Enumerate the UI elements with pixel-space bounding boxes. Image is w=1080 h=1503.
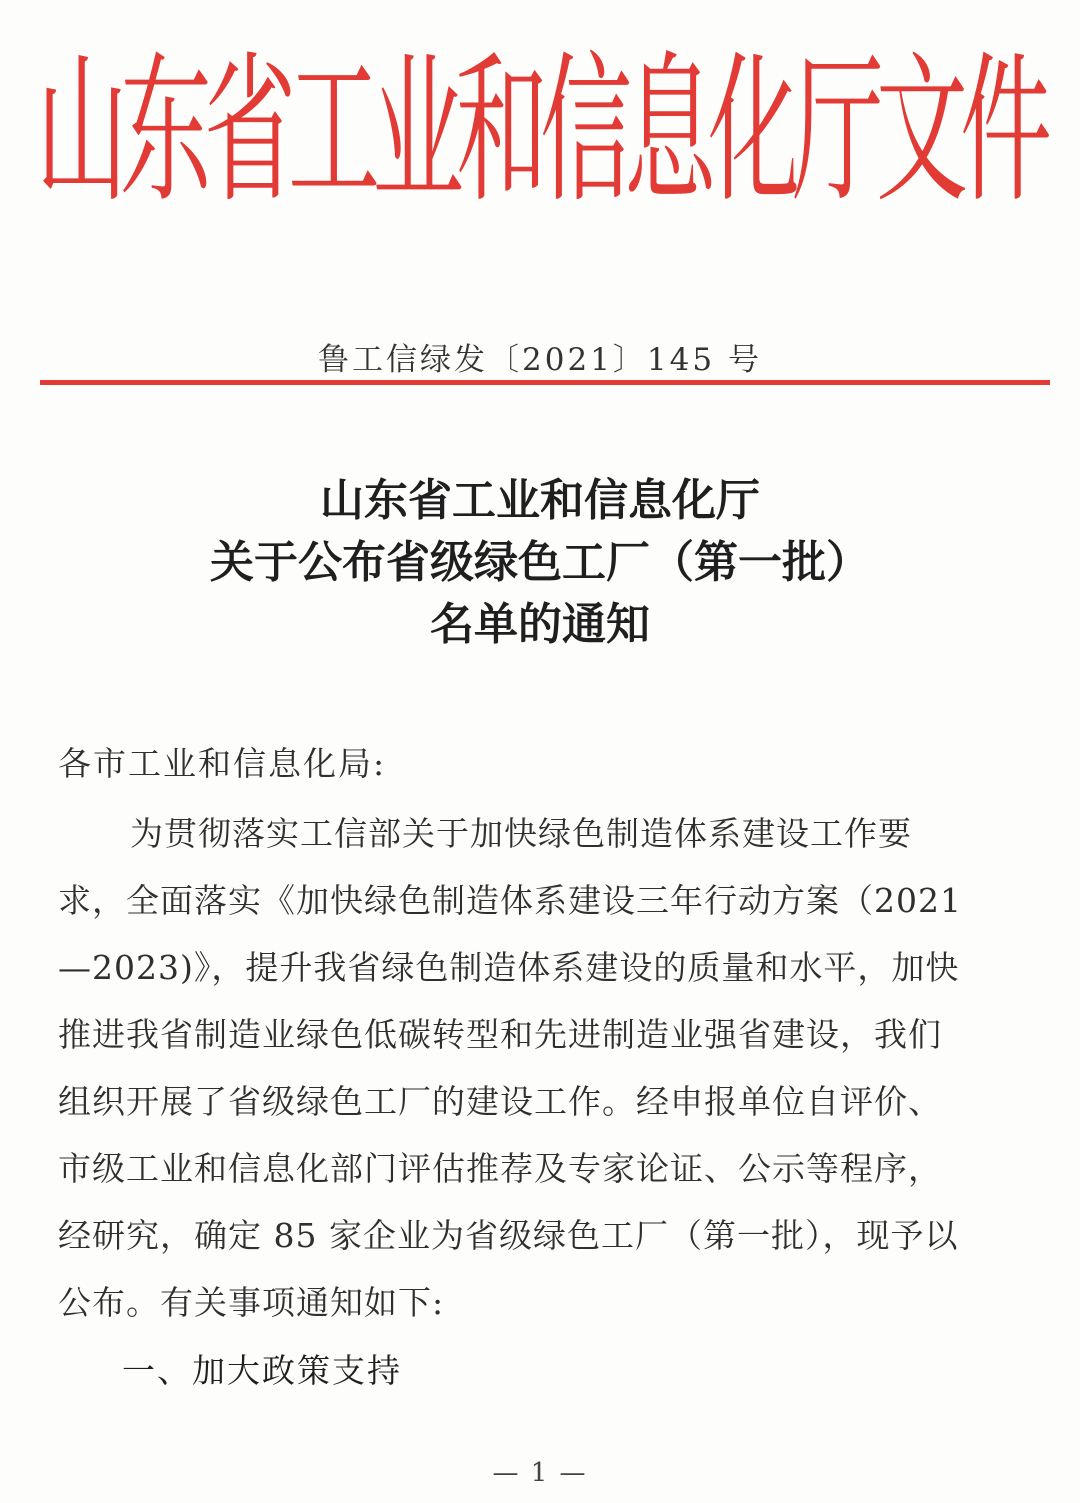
body-line-6: 市级工业和信息化部门评估推荐及专家论证、公示等程序， bbox=[58, 1149, 942, 1188]
body-line-5: 组织开展了省级绿色工厂的建设工作。经申报单位自评价、 bbox=[58, 1082, 942, 1121]
section-heading: 一、加大政策支持 bbox=[122, 1351, 402, 1390]
body-line-8: 公布。有关事项通知如下: bbox=[58, 1283, 445, 1322]
body-line-2: 求，全面落实《加快绿色制造体系建设三年行动方案（2021 bbox=[58, 881, 962, 920]
notice-title bbox=[0, 470, 1080, 656]
title-line-3: 名单的通知 bbox=[430, 599, 650, 650]
title-line-1: 山东省工业和信息化厅 bbox=[320, 475, 760, 526]
body-line-7: 经研究，确定 85 家企业为省级绿色工厂（第一批），现予以 bbox=[58, 1216, 959, 1255]
body-line-4: 推进我省制造业绿色低碳转型和先进制造业强省建设，我们 bbox=[58, 1015, 942, 1054]
title-line-2: 关于公布省级绿色工厂（第一批） bbox=[210, 537, 870, 588]
body-line-1: 为贯彻落实工信部关于加快绿色制造体系建设工作要 bbox=[130, 814, 912, 853]
document-number: 鲁工信绿发〔2021〕145 号 bbox=[318, 342, 762, 378]
red-divider-line bbox=[40, 380, 1050, 385]
page-number: — 1 — bbox=[492, 1458, 588, 1488]
body-line-3: —2023)》，提升我省绿色制造体系建设的质量和水平，加快 bbox=[58, 948, 960, 987]
red-header-title: 山东省工业和信息化厅文件 bbox=[36, 37, 1045, 225]
salutation: 各市工业和信息化局: bbox=[58, 744, 387, 783]
